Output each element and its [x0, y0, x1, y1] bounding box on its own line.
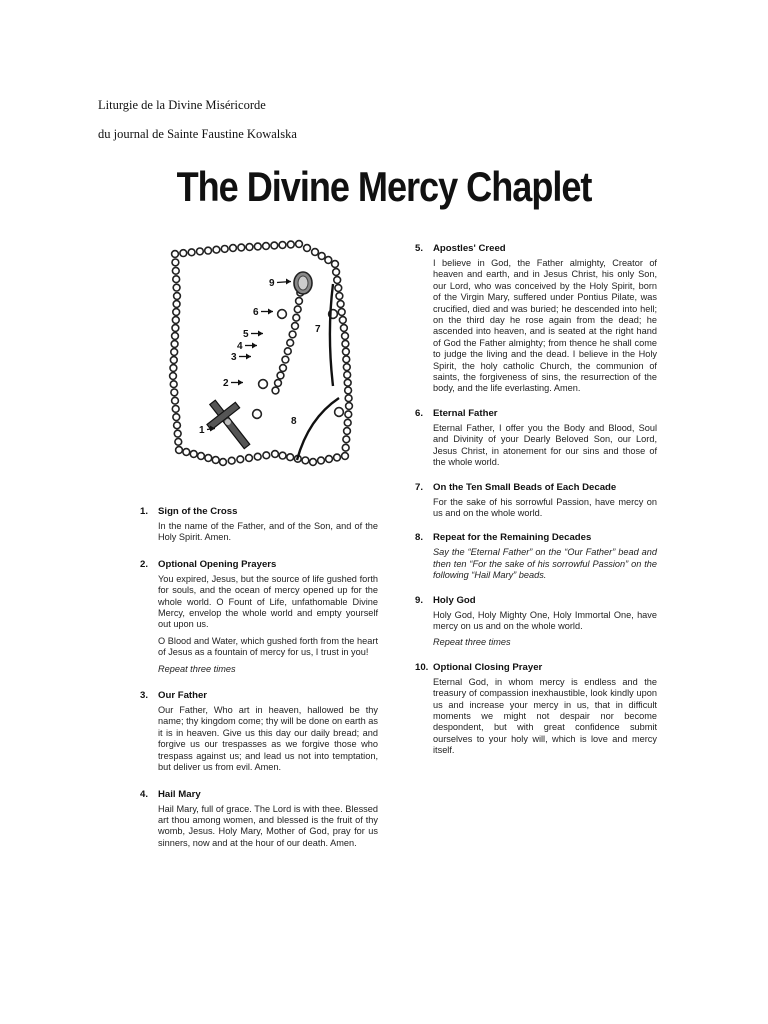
- rosary-bead: [172, 259, 179, 266]
- large-bead: [253, 410, 262, 419]
- rosary-bead: [338, 309, 345, 316]
- prayer-text: Our Father, Who art in heaven, hallowed be thy name; thy kingdom come; thy will be done on earth as it is in heaven. Give us this day our daily bread; and forgive us our trespasses as we forgive those who trespass against us; and lead us not into temptation, but deliver us from evil. Amen.: [158, 705, 378, 773]
- rosary-bead: [172, 397, 179, 404]
- arrow-head: [258, 331, 263, 337]
- rosary-bead: [221, 246, 228, 253]
- rosary-bead: [343, 436, 350, 443]
- prayer-text: Holy God, Holy Mighty One, Holy Immortal One, have mercy on us and on the whole world.: [433, 609, 657, 631]
- rosary-bead: [272, 451, 279, 458]
- prayer-section: [140, 690, 378, 773]
- decade-bracket-7: [330, 284, 333, 386]
- diagram-label-3: 3: [231, 352, 237, 363]
- section-body: [158, 804, 378, 850]
- section-body: [158, 705, 378, 773]
- section-body: [433, 423, 657, 469]
- rosary-bead: [345, 395, 352, 402]
- rosary-bead: [172, 267, 179, 274]
- decade-bracket-8: [297, 398, 339, 460]
- rosary-bead: [254, 243, 261, 250]
- rosary-bead: [173, 414, 180, 421]
- header-line-1: Liturgie de la Divine Miséricorde: [98, 98, 266, 112]
- section-title: Optional Opening Prayers: [158, 558, 277, 570]
- prayer-section: [140, 506, 378, 544]
- diagram-label-8: 8: [291, 416, 297, 427]
- rosary-bead: [325, 257, 332, 264]
- rosary-bead: [188, 249, 195, 256]
- rosary-bead: [172, 325, 179, 332]
- rosary-bead: [294, 306, 301, 313]
- prayer-section: [415, 595, 657, 649]
- rosary-bead: [205, 247, 212, 254]
- rosary-bead: [174, 422, 181, 429]
- section-heading: [415, 595, 657, 606]
- rosary-bead: [292, 323, 299, 330]
- medal-inner-icon: [298, 276, 308, 290]
- prayer-section: [415, 662, 657, 757]
- section-heading: [415, 662, 657, 673]
- prayer-text: In the name of the Father, and of the Son, and of the Holy Spirit. Amen.: [158, 521, 378, 543]
- rosary-bead: [171, 389, 178, 396]
- section-heading: [415, 482, 657, 493]
- section-heading: [140, 559, 378, 570]
- rosary-bead: [172, 251, 179, 258]
- arrow-head: [238, 380, 243, 386]
- rosary-bead: [212, 457, 219, 464]
- rosary-bead: [172, 333, 179, 340]
- rosary-bead: [180, 250, 187, 257]
- large-bead: [278, 310, 287, 319]
- rosary-bead: [173, 309, 180, 316]
- rosary-bead: [263, 452, 270, 459]
- section-heading: [140, 506, 378, 517]
- section-body: [158, 574, 378, 675]
- rosary-bead: [334, 454, 341, 461]
- instruction-note: Repeat three times: [433, 637, 511, 648]
- rosary-bead: [172, 406, 179, 413]
- header-line-2: du journal de Sainte Faustine Kowalska: [98, 127, 297, 141]
- section-body: [433, 547, 657, 581]
- instruction-note: Repeat three times: [158, 663, 236, 674]
- rosary-bead: [333, 269, 340, 276]
- rosary-bead: [205, 455, 212, 462]
- rosary-bead: [341, 325, 348, 332]
- crucifix-icon: [198, 391, 261, 457]
- rosary-bead: [173, 276, 180, 283]
- arrow-head: [246, 354, 251, 360]
- rosary-bead: [310, 459, 317, 466]
- rosary-bead: [344, 428, 351, 435]
- section-number: 10.: [415, 661, 429, 673]
- rosary-bead: [170, 381, 177, 388]
- rosary-bead: [173, 301, 180, 308]
- rosary-bead: [342, 444, 349, 451]
- prayer-text: You expired, Jesus, but the source of life gushed forth for souls, and the ocean of mercy opened up for the whole world. O Fount of Life, unfathomable Divine Mercy, envelop the whole world and empty yourself out upon us.: [158, 573, 378, 630]
- rosary-bead: [312, 249, 319, 256]
- section-number: 2.: [140, 558, 149, 570]
- rosary-bead: [302, 457, 309, 464]
- rosary-bead: [334, 277, 341, 284]
- rosary-bead: [342, 453, 349, 460]
- section-title: Holy God: [433, 594, 476, 606]
- rosary-bead: [336, 293, 343, 300]
- rosary-bead: [263, 243, 270, 250]
- rosary-bead: [190, 451, 197, 458]
- rosary-bead: [282, 356, 289, 363]
- section-title: Repeat for the Remaining Decades: [433, 532, 592, 544]
- rosary-bead: [173, 284, 180, 291]
- rosary-bead: [287, 454, 294, 461]
- rosary-bead: [343, 356, 350, 363]
- prayer-section: [415, 532, 657, 581]
- rosary-bead: [342, 340, 349, 347]
- section-title: Optional Closing Prayer: [433, 661, 543, 673]
- rosary-bead: [344, 372, 351, 379]
- prayer-text: Eternal Father, I offer you the Body and Blood, Soul and Divinity of your Dearly Beloved Son, our Lord, Jesus Christ, in atonement for our sins and those of the whole world.: [433, 422, 657, 468]
- instruction-note: Say the “Eternal Father” on the “Our Father” bead and then ten “For the sake of his sorrowful Passion” on the following “Hail Mary” beads.: [433, 547, 657, 581]
- rosary-bead: [171, 341, 178, 348]
- diagram-label-1: 1: [199, 425, 205, 436]
- rosary-bead: [279, 452, 286, 459]
- large-bead: [259, 380, 268, 389]
- rosary-bead: [271, 242, 278, 249]
- section-number: 8.: [415, 532, 424, 544]
- section-number: 5.: [415, 243, 424, 254]
- section-heading: [415, 532, 657, 543]
- rosary-bead: [345, 411, 352, 418]
- arrow-head: [252, 343, 257, 349]
- rosary-bead: [293, 314, 300, 321]
- section-number: 4.: [140, 788, 149, 800]
- section-title: Our Father: [158, 690, 208, 702]
- section-body: [433, 497, 657, 520]
- rosary-bead: [344, 419, 351, 426]
- right-column: [415, 243, 657, 770]
- prayer-text: Hail Mary, full of grace. The Lord is with thee. Blessed art thou among women, and blessed is the fruit of thy womb, Jesus. Holy Mary, Mother of God, pray for us sinners, now and at the hour of our death. Amen.: [158, 803, 378, 848]
- section-title: Eternal Father: [433, 407, 498, 419]
- rosary-bead: [337, 301, 344, 308]
- rosary-bead: [198, 453, 205, 460]
- section-body: [158, 521, 378, 544]
- prayer-text: Eternal God, in whom mercy is endless and the treasury of compassion inexhaustible, look kindly upon us and increase your mercy in us, that in difficult moments we might not despair nor become despondent, but with great confidence submit ourselves to your holy will, which is love and mercy itself.: [433, 676, 657, 756]
- prayer-text: I believe in God, the Father almighty, Creator of heaven and earth, and in Jesus Christ, his only Son, our Lord, who was conceived by the Holy Spirit, born of the Virgin Mary, suffered under Pontius Pilate, was crucified, died and was buried; he descended into hell; on the third day he rose again from the dead; he ascended into heaven, and is seated at the right hand of God the Father almighty; from thence he shall come to judge the living and the dead. I believe in the Holy Spirit, the holy catholic Church, the communion of saints, the forgiveness of sins, the resurrection of the body, and the life everlasting. Amen.: [433, 258, 657, 394]
- arrow-head: [286, 279, 291, 285]
- rosary-bead: [339, 317, 346, 324]
- rosary-bead: [287, 339, 294, 346]
- rosary-bead: [170, 357, 177, 364]
- diagram-label-2: 2: [223, 378, 229, 389]
- diagram-label-4: 4: [237, 341, 243, 352]
- rosary-bead: [171, 349, 178, 356]
- rosary-bead: [175, 438, 182, 445]
- rosary-bead: [346, 403, 353, 410]
- prayer-text: O Blood and Water, which gushed forth from the heart of Jesus as a fountain of mercy for us, I trust in you!: [158, 635, 378, 658]
- rosary-bead: [318, 253, 325, 260]
- section-number: 9.: [415, 594, 424, 606]
- section-number: 3.: [140, 690, 149, 702]
- section-title: Apostles' Creed: [433, 243, 506, 254]
- rosary-bead: [289, 331, 296, 338]
- section-body: [433, 610, 657, 649]
- section-heading: [415, 243, 657, 254]
- section-number: 1.: [140, 506, 149, 517]
- prayer-text: For the sake of his sorrowful Passion, have mercy on us and on the whole world.: [433, 496, 657, 518]
- prayer-section: [415, 482, 657, 520]
- page-title: The Divine Mercy Chaplet: [176, 163, 592, 210]
- rosary-bead: [275, 380, 282, 387]
- diagram-label-5: 5: [243, 329, 249, 340]
- section-title: On the Ten Small Beads of Each Decade: [433, 481, 617, 493]
- large-bead: [335, 408, 344, 417]
- rosary-bead: [254, 453, 261, 460]
- prayer-section: [415, 243, 657, 395]
- rosary-bead: [326, 456, 333, 463]
- rosary-bead: [343, 364, 350, 371]
- rosary-bead: [170, 365, 177, 372]
- rosary-bead: [287, 241, 294, 248]
- section-body: [433, 677, 657, 757]
- rosary-bead: [197, 248, 204, 255]
- rosary-bead: [238, 244, 245, 251]
- rosary-bead: [296, 241, 303, 248]
- rosary-diagram: [163, 236, 363, 488]
- rosary-bead: [230, 245, 237, 252]
- section-heading: [415, 408, 657, 419]
- rosary-bead: [174, 293, 181, 300]
- section-title: Hail Mary: [158, 788, 201, 800]
- section-body: [433, 258, 657, 395]
- rosary-bead: [272, 387, 279, 394]
- section-number: 7.: [415, 481, 424, 493]
- rosary-bead: [335, 285, 342, 292]
- rosary-bead: [304, 245, 311, 252]
- rosary-bead: [183, 449, 190, 456]
- diagram-label-9: 9: [269, 278, 275, 289]
- rosary-bead: [246, 455, 253, 462]
- prayer-section: [415, 408, 657, 469]
- rosary-bead: [280, 365, 287, 372]
- diagram-label-7: 7: [315, 324, 321, 335]
- rosary-bead: [343, 348, 350, 355]
- section-heading: [140, 789, 378, 800]
- rosary-bead: [277, 372, 284, 379]
- rosary-bead: [174, 430, 181, 437]
- rosary-bead: [228, 457, 235, 464]
- rosary-bead: [213, 246, 220, 253]
- diagram-label-6: 6: [253, 307, 259, 318]
- arrow-head: [268, 309, 273, 315]
- prayer-section: [140, 559, 378, 675]
- rosary-bead: [172, 317, 179, 324]
- rosary-bead: [279, 242, 286, 249]
- rosary-bead: [176, 447, 183, 454]
- rosary-bead: [170, 373, 177, 380]
- rosary-bead: [220, 459, 227, 466]
- rosary-bead: [345, 387, 352, 394]
- rosary-bead: [332, 261, 339, 268]
- rosary-bead: [237, 456, 244, 463]
- rosary-bead: [296, 298, 303, 305]
- rosary-bead: [318, 457, 325, 464]
- section-title: Sign of the Cross: [158, 506, 238, 517]
- rosary-bead: [284, 348, 291, 355]
- rosary-bead: [246, 244, 253, 251]
- left-column: [140, 506, 378, 864]
- rosary-bead: [344, 379, 351, 386]
- rosary-bead: [342, 333, 349, 340]
- section-number: 6.: [415, 407, 424, 419]
- prayer-section: [140, 789, 378, 850]
- section-heading: [140, 690, 378, 701]
